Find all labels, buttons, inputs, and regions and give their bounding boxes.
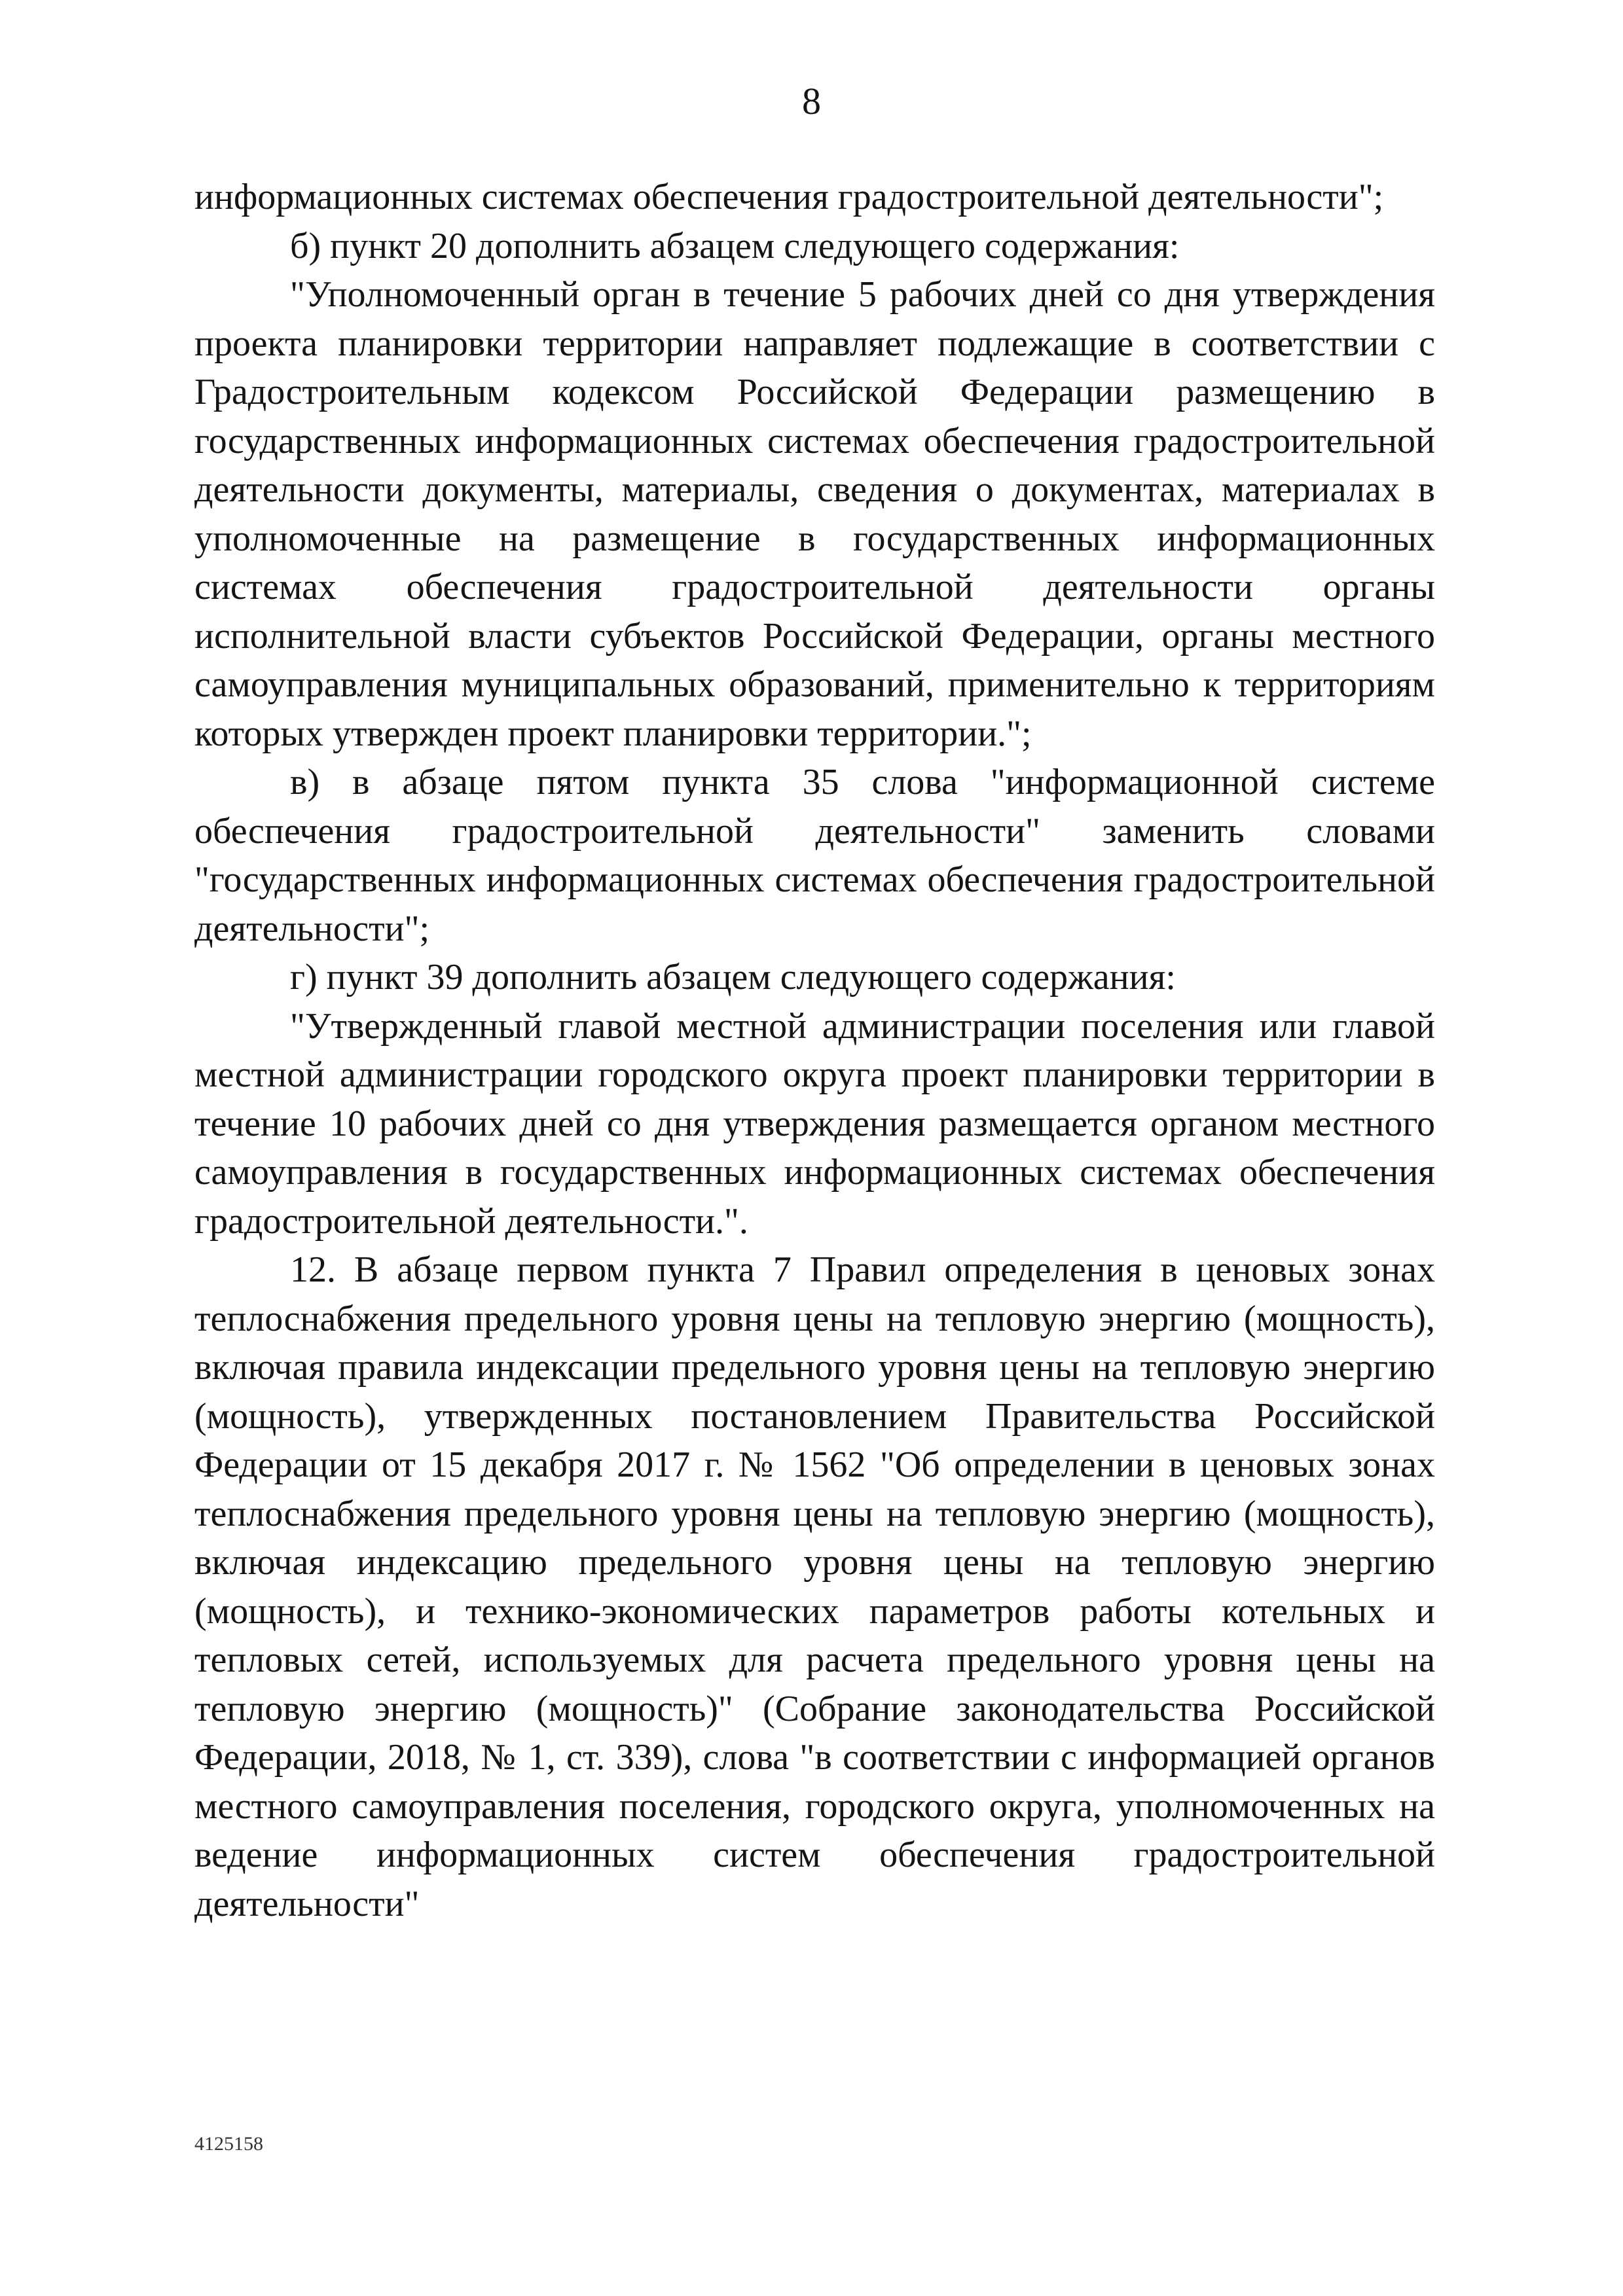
paragraph-quote-item-39: "Утвержденный главой местной администрации поселения или главой местной администрации городского округа проект планировки территории в течение 10 рабочих дней со дня утверждения размещается органом местного самоуправления в государственных информационных системах обеспечения градостроительной деятельности.". (194, 1005, 1435, 1242)
document-id: 4125158 (194, 2133, 263, 2155)
document-body (194, 173, 1435, 1928)
page-number: 8 (802, 80, 821, 122)
paragraph-continuation: информационных системах обеспечения градостроительной деятельности"; (194, 177, 1384, 217)
paragraph-item-b: б) пункт 20 дополнить абзацем следующего содержания: (290, 225, 1180, 266)
paragraph-item-g: г) пункт 39 дополнить абзацем следующего содержания: (290, 957, 1176, 997)
paragraph-item-v: в) в абзаце пятом пункта 35 слова "информационной системе обеспечения градостроительной деятельности" заменить словами "государственных информационных системах обеспечения градостроительной деятельности"; (194, 762, 1435, 949)
paragraph-quote-item-20: "Уполномоченный орган в течение 5 рабочих дней со дня утверждения проекта планировки территории направляет подлежащие в соответствии с Градостроительным кодексом Российской Федерации размещению в государственных информационных системах обеспечения градостроительной деятельности документы, материалы, сведения о документах, материалах в уполномоченные на размещение в государственных информационных системах обеспечения градостроительной деятельности органы исполнительной власти субъектов Российской Федерации, органы местного самоуправления муниципальных образований, применительно к территориям которых утвержден проект планировки территории."; (194, 274, 1435, 754)
paragraph-item-12: 12. В абзаце первом пункта 7 Правил определения в ценовых зонах теплоснабжения предельного уровня цены на тепловую энергию (мощность), включая правила индексации предельного уровня цены на тепловую энергию (мощность), утвержденных постановлением Правительства Российской Федерации от 15 декабря 2017 г. № 1562 "Об определении в ценовых зонах теплоснабжения предельного уровня цены на тепловую энергию (мощность), включая индексацию предельного уровня цены на тепловую энергию (мощность), и технико-экономических параметров работы котельных и тепловых сетей, используемых для расчета предельного уровня цены на тепловую энергию (мощность)" (Собрание законодательства Российской Федерации, 2018, № 1, ст. 339), слова "в соответствии с информацией органов местного самоуправления поселения, городского округа, уполномоченных на ведение информационных систем обеспечения градостроительной деятельности" (194, 1249, 1435, 1924)
